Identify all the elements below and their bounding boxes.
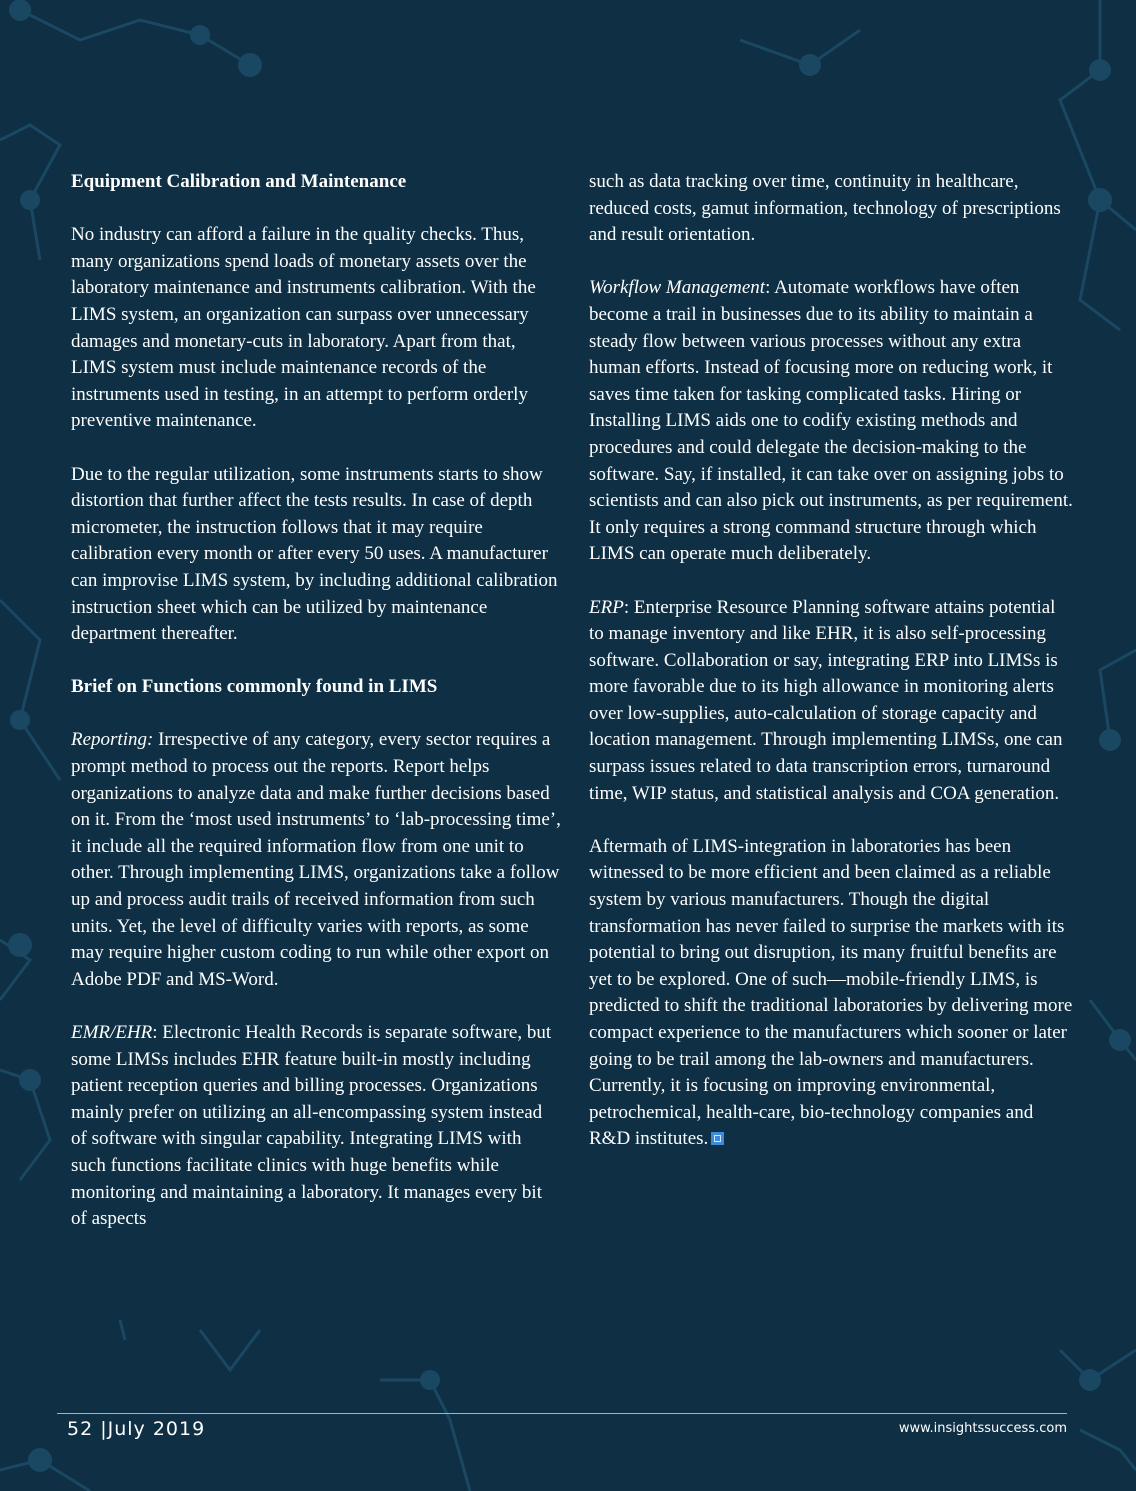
erp-paragraph [589, 595, 1074, 808]
erp-term: ERP [589, 596, 624, 618]
page-number-date: 52 |July 2019 [67, 1418, 206, 1440]
emr-paragraph [71, 1020, 561, 1233]
reporting-text: Irrespective of any category, every sector requires a prompt method to process out the reports. Report helps organizations to analyze data and make further decisions based on it. From the ‘most used instruments’ to ‘lab-processing time’, it include all the required information flow from one unit to other. Through implementing LIMS, organizations take a follow up and process audit trails of received information from such units. Yet, the level of difficulty varies with reports, as some may require higher custom coding to run while other export on Adobe PDF and MS-Word. [71, 729, 561, 990]
emr-text: : Electronic Health Records is separate software, but some LIMSs includes EHR feature built-in mostly including patient reception queries and billing processes. Organizations mainly prefer on utilizing an all-encompassing system instead of software with singular capability. Integrating LIMS with such functions facilitate clinics with huge benefits while monitoring and maintaining a laboratory. It manages every bit of aspects [71, 1022, 552, 1230]
footer-divider [57, 1413, 1067, 1414]
aftermath-paragraph [589, 834, 1074, 1153]
continued-paragraph: such as data tracking over time, continuity in healthcare, reduced costs, gamut information, technology of prescriptions and result orientation. [589, 171, 1061, 246]
workflow-text: : Automate workflows have often become a trail in businesses due to its ability to maintain a steady flow between various processes without any extra human efforts. Instead of focusing more on reducing work, it saves time taken for tasking complicated tasks. Hiring or Installing LIMS aids one to codify existing methods and procedures and could delegate the decision-making to the software. Say, if installed, it can take over on assigning jobs to scientists and can also pick out instruments, as per requirement. It only requires a strong command structure through which LIMS can operate much deliberately. [589, 277, 1073, 565]
workflow-paragraph [589, 275, 1074, 568]
reporting-term: Reporting: [71, 729, 154, 751]
emr-term: EMR/EHR [71, 1022, 153, 1043]
left-column [71, 169, 561, 1233]
end-of-article-icon [711, 1132, 724, 1145]
calibration-paragraph-1: No industry can afford a failure in the quality checks. Thus, many organizations spend loads of monetary assets over the laboratory maintenance and instruments calibration. With the LIMS system, an organization can surpass over unnecessary damages and monetary-cuts in laboratory. Apart from that, LIMS system must include maintenance records of the instruments used in testing, in an attempt to perform orderly preventive maintenance. [71, 224, 536, 432]
reporting-paragraph [71, 727, 561, 993]
workflow-term: Workflow Management [589, 277, 766, 299]
calibration-paragraph-2: Due to the regular utilization, some instruments starts to show distortion that further affect the tests results. In case of depth micrometer, the instruction follows that it may require calibration every month or after every 50 uses. A manufacturer can improvise LIMS system, by including additional calibration instruction sheet which can be utilized by maintenance department thereafter. [71, 463, 558, 645]
right-column [589, 169, 1074, 1153]
erp-text: : Enterprise Resource Planning software attains potential to manage inventory and like EHR, it is also self-processing software. Collaboration or say, integrating ERP into LIMSs is more favorable due to its high allowance in monitoring alerts over low-supplies, auto-calculation of storage capacity and location management. Through implementing LIMSs, one can surpass issues related to data transcription errors, turnaround time, WIP status, and statistical analysis and COA generation. [589, 596, 1063, 804]
aftermath-text: Aftermath of LIMS-integration in laboratories has been witnessed to be more efficient and been claimed as a reliable system by various manufacturers. Though the digital transformation has never failed to surprise the markets with its potential to bring out disruption, its many fruitful benefits are yet to be explored. One of such—mobile-friendly LIMS, is predicted to shift the traditional laboratories by delivering more compact experience to the manufacturers which sooner or later going to be trail among the lab-owners and manufacturers. Currently, it is focusing on improving environmental, petrochemical, health-care, bio-technology companies and R&D institutes. [589, 835, 1073, 1150]
section-heading-functions: Brief on Functions commonly found in LIMS [71, 676, 438, 698]
website-url: www.insightssuccess.com [898, 1421, 1067, 1436]
section-heading-calibration: Equipment Calibration and Maintenance [71, 171, 407, 192]
